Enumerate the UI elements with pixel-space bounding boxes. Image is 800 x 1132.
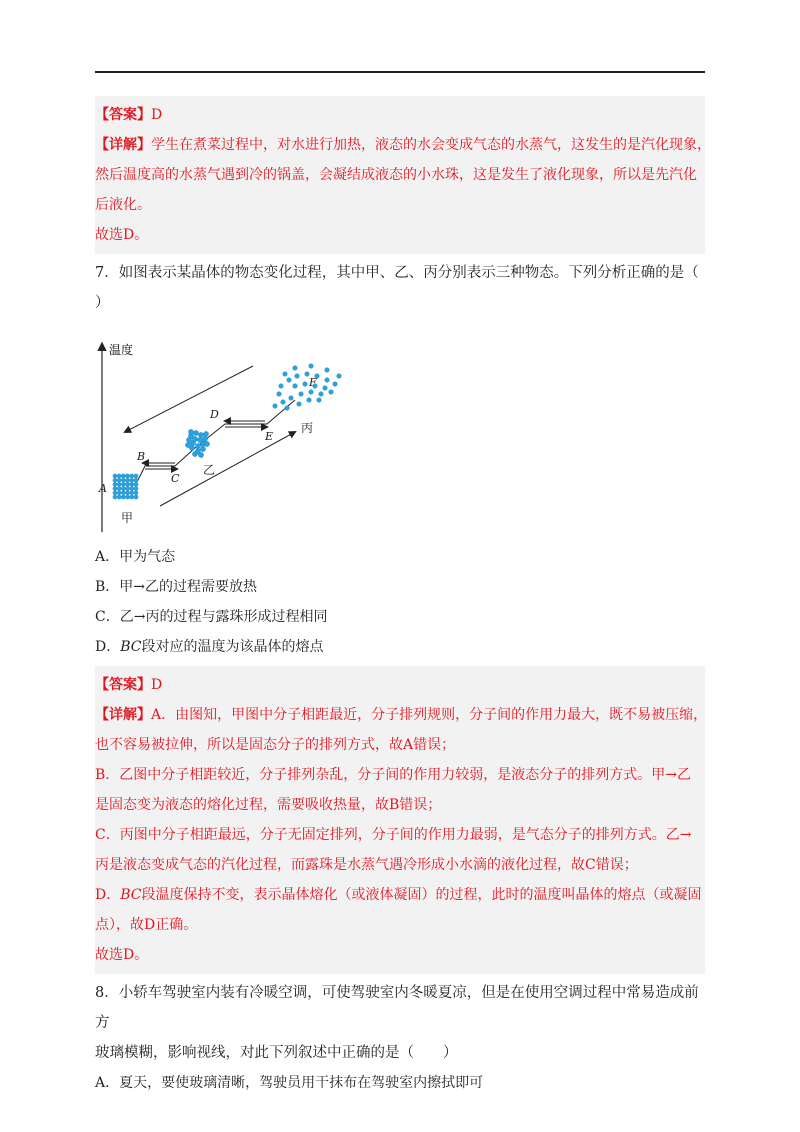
header-rule [95,71,705,73]
solid-molecule [126,491,130,495]
q7-option-c-letter: C． [95,609,120,625]
q7-option-a-text: 甲为气态 [119,549,176,565]
solid-molecule [117,487,121,491]
label-f: F [309,376,317,389]
q7-explain-line-2: 也不容易被拉伸，所以是固态分子的排列方式，故A错误； [95,737,456,753]
gas-molecule [325,368,330,373]
q7-answer-value: D [151,677,163,693]
q7-explain-text-7: 段温度保持不变，表示晶体熔化（或液体凝固）的过程，此时的温度叫晶体的熔点（或凝固 [141,887,702,903]
liquid-molecule [200,446,205,451]
solid-molecule [117,478,121,482]
liquid-molecule [202,436,207,441]
liquid-molecule [203,431,208,436]
gas-molecule [283,372,288,377]
solid-molecule [121,478,125,482]
solid-molecule [134,491,138,495]
gas-molecules [273,364,342,411]
q8-stem-line-1: 8．小轿车驾驶室内装有冷暖空调，可使驾驶室内冬暖夏凉，但是在使用空调过程中常易造成前方 [95,985,699,1031]
q7-explain-d-prefix: D． [95,887,121,903]
gas-molecule [287,378,292,383]
solid-molecule [113,478,117,482]
q6-explain-line-2: 然后温度高的水蒸气遇到冷的锅盖，会凝结成液态的小水珠，这是发生了液化现象，所以是先汽化 [95,167,697,183]
q6-conclusion: 故选D。 [95,227,149,243]
solid-molecule [130,491,134,495]
q6-answer-value: D [151,107,163,123]
solid-molecule [117,491,121,495]
gas-molecule [281,400,286,405]
gas-molecule [309,364,314,369]
gas-molecule [307,398,312,403]
liquid-molecule [204,441,209,446]
gas-molecule [293,384,298,389]
liquid-molecule [185,442,190,447]
liquid-molecule [197,437,202,442]
solid-molecule [113,495,117,499]
phase-change-diagram [95,336,395,536]
q7-option-b-text: 甲→乙的过程需要放热 [119,579,258,595]
solid-molecule [121,491,125,495]
q7-stem-line-2: ） [95,295,110,311]
q7-stem-line-1: 7．如图表示某晶体的物态变化过程，其中甲、乙、丙分别表示三种物态。下列分析正确的是（ [95,265,699,281]
liquid-molecule [198,452,203,457]
q7-option-d-text: 段对应的温度为该晶体的熔点 [141,639,324,655]
q6-answer-label: 【答案】 [95,107,151,123]
liquid-molecule [192,436,197,441]
q8-option-a-text: 夏天，要使玻璃清晰，驾驶员用干抹布在驾驶室内擦拭即可 [119,1075,484,1091]
q7-answer-box [95,666,708,974]
solid-molecule [126,482,130,486]
liquid-molecule [192,451,197,456]
q7-explain-line-7 [95,880,705,910]
liquid-molecule [193,430,198,435]
solid-molecule [113,491,117,495]
q6-answer-line [95,100,705,130]
q7-option-b-letter: B． [95,579,120,595]
gas-molecule [285,406,290,411]
label-yi: 乙 [203,463,216,477]
gas-molecule [337,374,342,379]
q7-answer-label: 【答案】 [95,677,151,693]
gas-molecule [319,392,324,397]
gas-molecule [333,382,338,387]
q7-explain-line-4: 是固态变为液态的熔化过程，需要吸收热量，故B错误； [95,797,442,813]
gas-molecule [293,366,298,371]
gas-molecule [297,402,302,407]
q7-option-d-em: BC [120,639,142,655]
cooling-arrow [125,366,253,432]
solid-molecule [126,495,130,499]
gas-molecule [329,390,334,395]
q7-explain-text-1: A．由图知，甲图中分子相距最近，分子排列规则，分子间的作用力最大，既不易被压缩， [151,707,708,723]
solid-molecule [121,482,125,486]
gas-molecule [295,374,300,379]
solid-molecule [134,474,138,478]
solid-molecule [134,482,138,486]
solid-molecule [134,478,138,482]
liquid-molecule [198,432,203,437]
q6-explain-line-1 [95,130,711,160]
q7-explain-line-3: B．乙图中分子相距较近，分子排列杂乱，分子间的作用力较弱，是液态分子的排列方式。甲→乙 [95,767,692,783]
q7-explain-line-1 [95,700,708,730]
q7-option-c-text: 乙→丙的过程与露珠形成过程相同 [119,609,328,625]
gas-molecule [277,392,282,397]
liquid-molecule [186,437,191,442]
gas-molecule [279,384,284,389]
q7-answer-line [95,670,705,700]
q6-explain-label: 【详解】 [95,137,151,153]
label-jia: 甲 [121,511,134,525]
document-page [95,96,711,1098]
solid-molecule [130,478,134,482]
q7-option-b [95,572,705,602]
label-e: E [265,430,274,443]
label-d: D [210,408,219,421]
liquid-molecule [188,429,193,434]
liquid-molecule [195,443,200,448]
gas-molecule [273,404,278,409]
gas-molecule [323,386,328,391]
gas-molecule [317,398,322,403]
solid-molecule [130,495,134,499]
q8-option-a [95,1068,705,1098]
gas-molecule [309,390,314,395]
q7-explain-line-6: 丙是液态变成气态的汽化过程，而露珠是水蒸气遇冷形成小水滴的液化过程，故C错误； [95,857,638,873]
q6-answer-box [95,96,711,254]
solid-molecule [113,474,117,478]
solid-molecule [126,478,130,482]
solid-molecule [130,474,134,478]
solid-molecule [121,487,125,491]
heating-arrow [160,432,295,506]
label-bing: 丙 [301,421,314,435]
q8-stem-line-2: 玻璃模糊，影响视线，对此下列叙述中正确的是（ ） [95,1045,458,1061]
solid-molecule [134,495,138,499]
solid-molecule [121,495,125,499]
q7-option-a [95,542,705,572]
q7-explain-d-em: BC [120,887,142,903]
solid-molecule [117,474,121,478]
q7-figure [95,336,395,536]
q6-explain-text-1: 学生在煮菜过程中，对水进行加热，液态的水会变成气态的水蒸气，这发生的是汽化现象， [151,137,711,153]
label-a: A [99,482,107,495]
q6-explain-line-3: 后液化。 [95,197,151,213]
solid-molecules [113,474,138,499]
solid-molecule [113,487,117,491]
q7-option-d-letter: D． [95,639,121,655]
q7-explain-line-5: C．丙图中分子相距最远，分子无固定排列，分子间的作用力最弱，是气态分子的排列方式。乙→ [95,827,692,843]
q7-conclusion: 故选D。 [95,947,149,963]
q7-option-a-letter: A． [95,549,120,565]
gas-molecule [299,392,304,397]
solid-molecule [130,487,134,491]
label-c: C [171,472,180,485]
solid-molecule [117,495,121,499]
y-axis-label: 温度 [109,343,134,357]
gas-molecule [325,378,330,383]
label-b: B [137,450,146,463]
solid-molecule [117,482,121,486]
solid-molecule [126,474,130,478]
solid-molecule [130,482,134,486]
q7-option-d [95,632,705,662]
q7-explain-label: 【详解】 [95,707,151,723]
solid-molecule [126,487,130,491]
solid-molecule [121,474,125,478]
q8-option-a-letter: A． [95,1075,120,1091]
gas-molecule [303,382,308,387]
gas-molecule [289,396,294,401]
q7-option-c [95,602,705,632]
q7-explain-line-8: 点），故D正确。 [95,917,198,933]
solid-molecule [134,487,138,491]
solid-molecule [113,482,117,486]
